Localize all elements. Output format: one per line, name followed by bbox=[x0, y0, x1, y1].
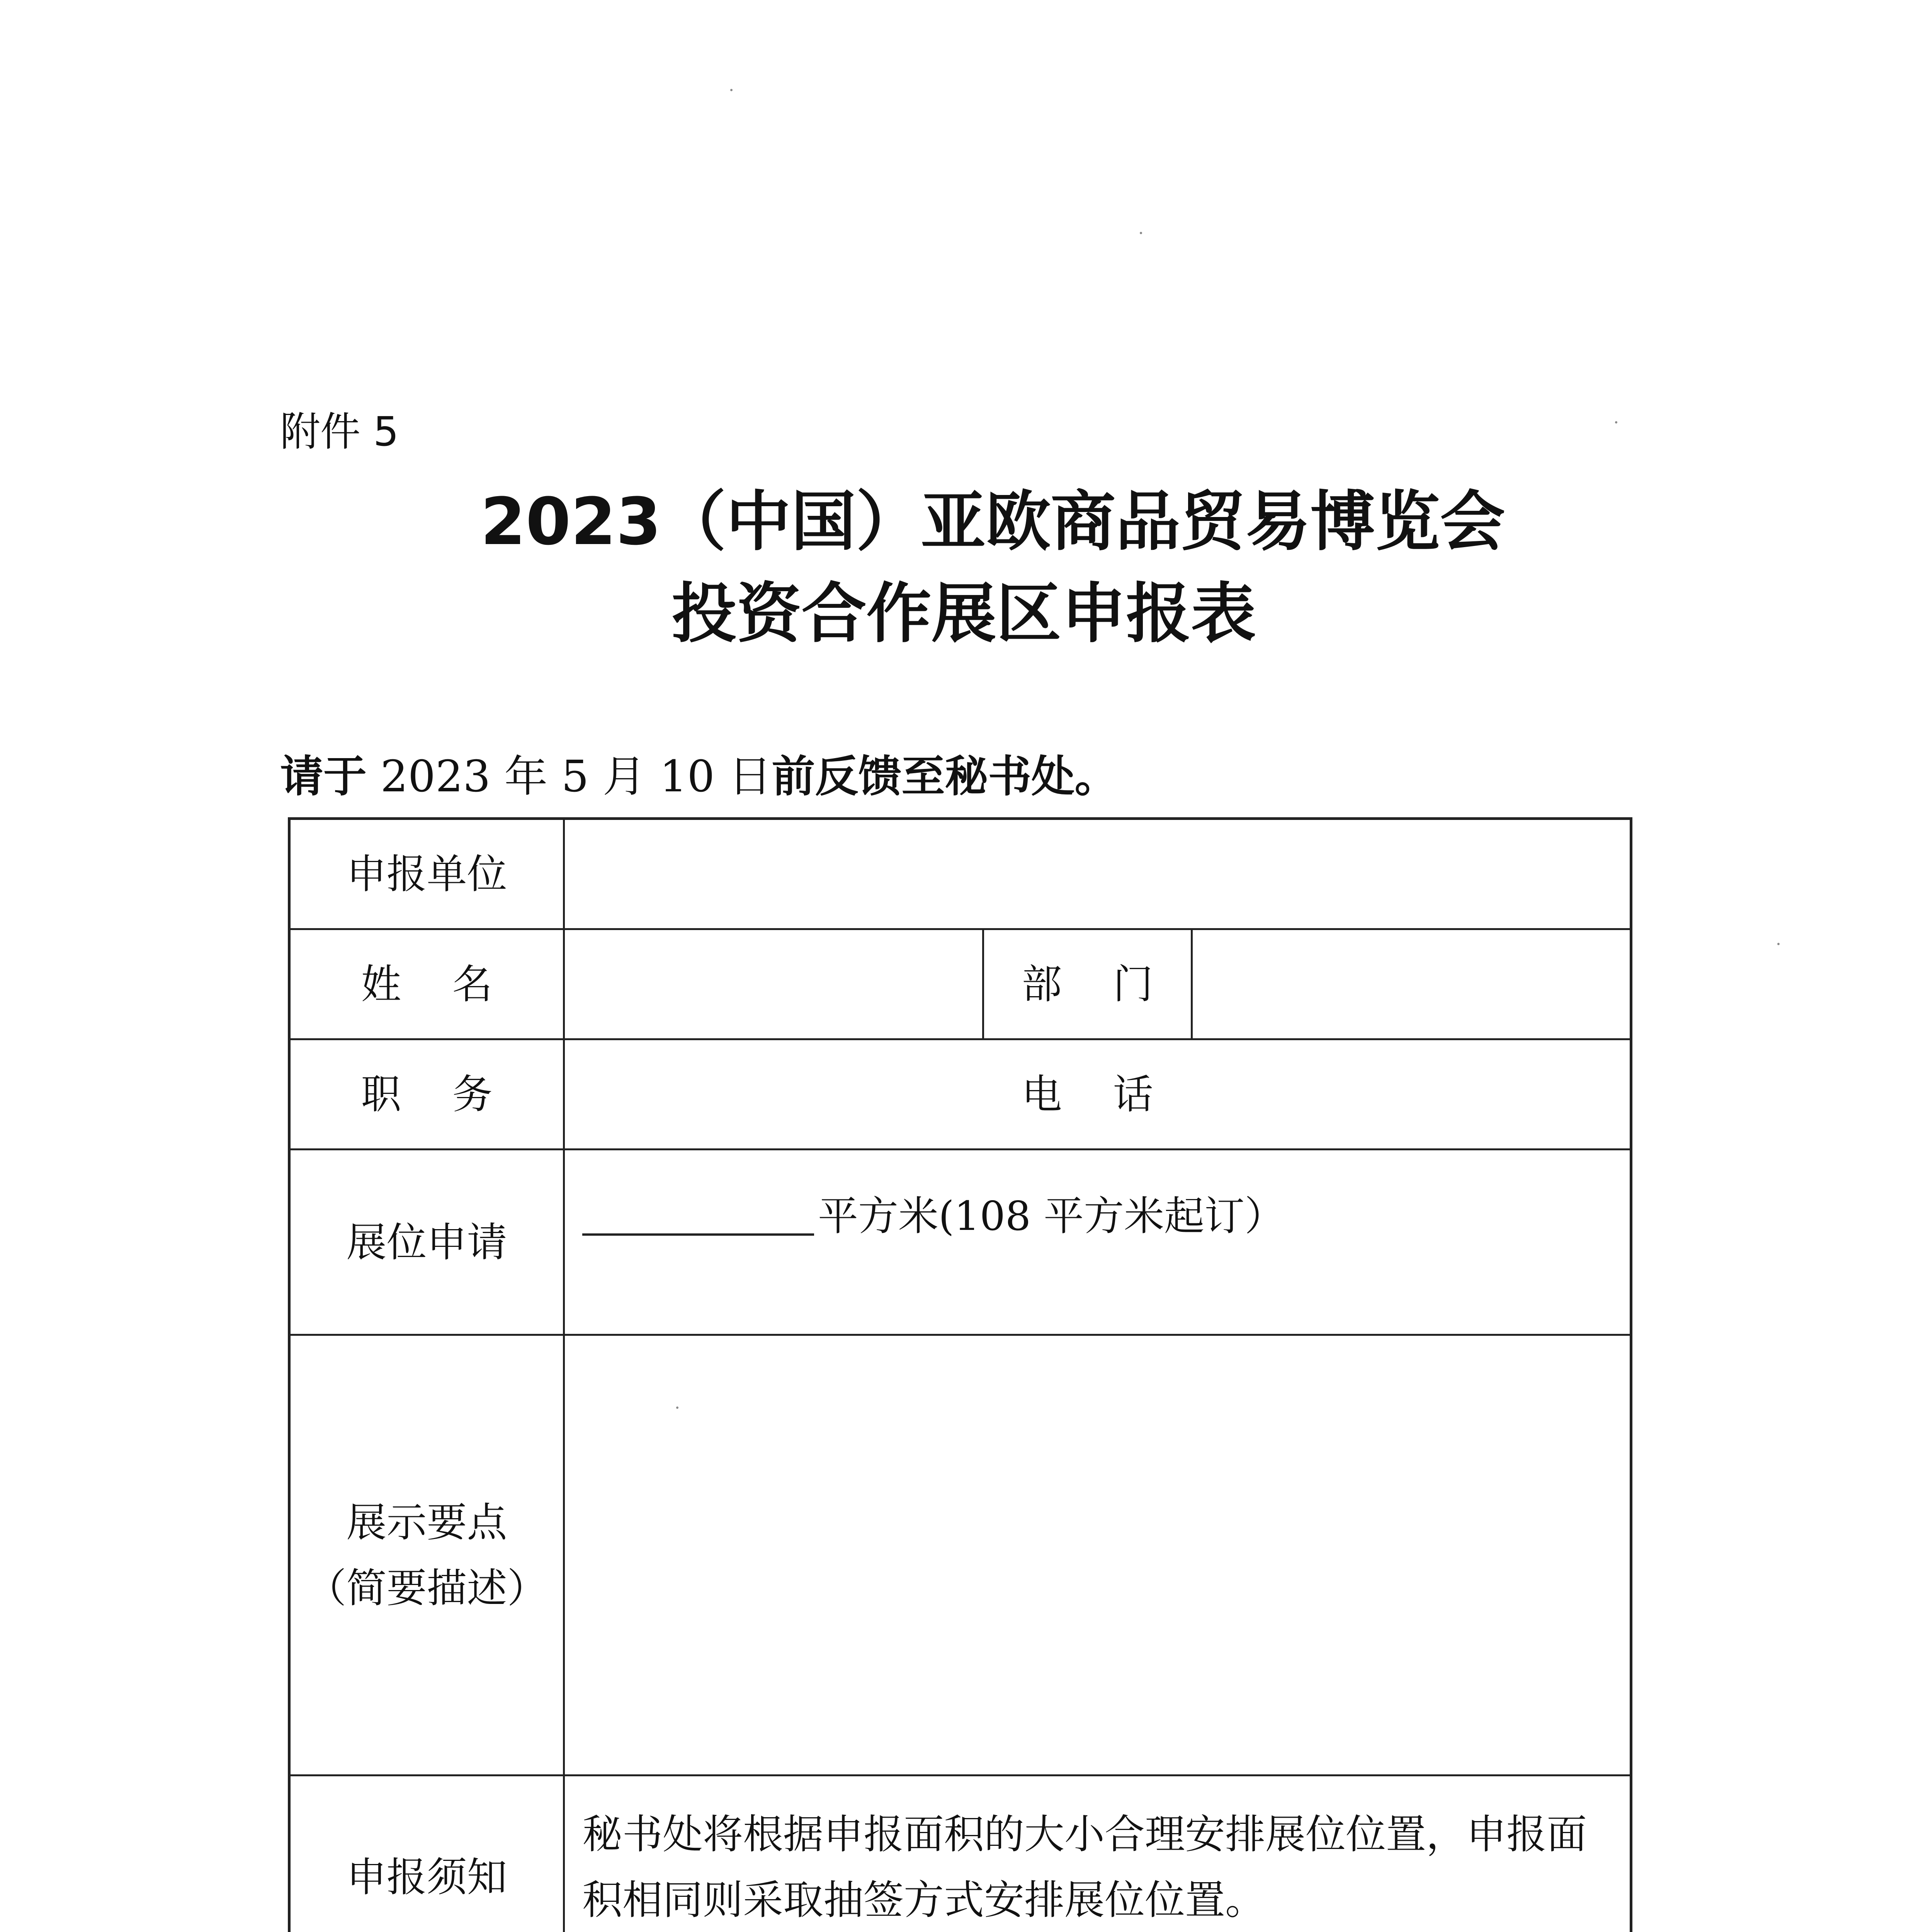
department-label: 部 门 bbox=[1022, 961, 1153, 1008]
deadline-note bbox=[280, 750, 1118, 804]
position-field[interactable] bbox=[565, 1040, 982, 1148]
document-title-line-1: 2023（中国）亚欧商品贸易博览会 bbox=[480, 484, 1505, 560]
unit-label: 申报单位 bbox=[346, 850, 507, 898]
deadline-date: 2023 年 5 月 10 日 bbox=[367, 752, 772, 802]
notice-text: 秘书处将根据申报面积的大小合理安排展位位置，申报面积相同则采取抽签方式安排展位位置。 bbox=[582, 1811, 1587, 1923]
scan-speck bbox=[730, 89, 733, 91]
deadline-prefix: 请于 bbox=[280, 752, 367, 802]
deadline-suffix: 前反馈至秘书处。 bbox=[772, 752, 1118, 802]
scan-speck bbox=[1615, 421, 1617, 423]
phone-label: 电 话 bbox=[1022, 1071, 1153, 1118]
booth-area-text: 平方米(108 平方米起订） bbox=[818, 1192, 1285, 1240]
name-label: 姓 名 bbox=[361, 961, 493, 1008]
unit-field[interactable] bbox=[565, 820, 1630, 928]
attachment-label: 附件 5 bbox=[280, 408, 399, 455]
highlights-field[interactable] bbox=[565, 1336, 1630, 1774]
highlights-label: 展示要点 （简要描述） bbox=[306, 1498, 547, 1612]
document-title-line-2: 投资合作展区申报表 bbox=[672, 576, 1256, 651]
scan-speck bbox=[1140, 232, 1142, 234]
notice-label: 申报须知 bbox=[346, 1853, 507, 1901]
application-form-table bbox=[288, 817, 1632, 1932]
scan-speck bbox=[1777, 943, 1780, 945]
position-label: 职 务 bbox=[361, 1071, 493, 1118]
department-field[interactable] bbox=[1193, 930, 1630, 1038]
scan-speck bbox=[676, 1406, 678, 1409]
name-field[interactable] bbox=[565, 930, 982, 1038]
booth-area-blank[interactable] bbox=[582, 1233, 814, 1236]
phone-field[interactable] bbox=[1193, 1040, 1630, 1148]
booth-label: 展位申请 bbox=[346, 1218, 507, 1266]
